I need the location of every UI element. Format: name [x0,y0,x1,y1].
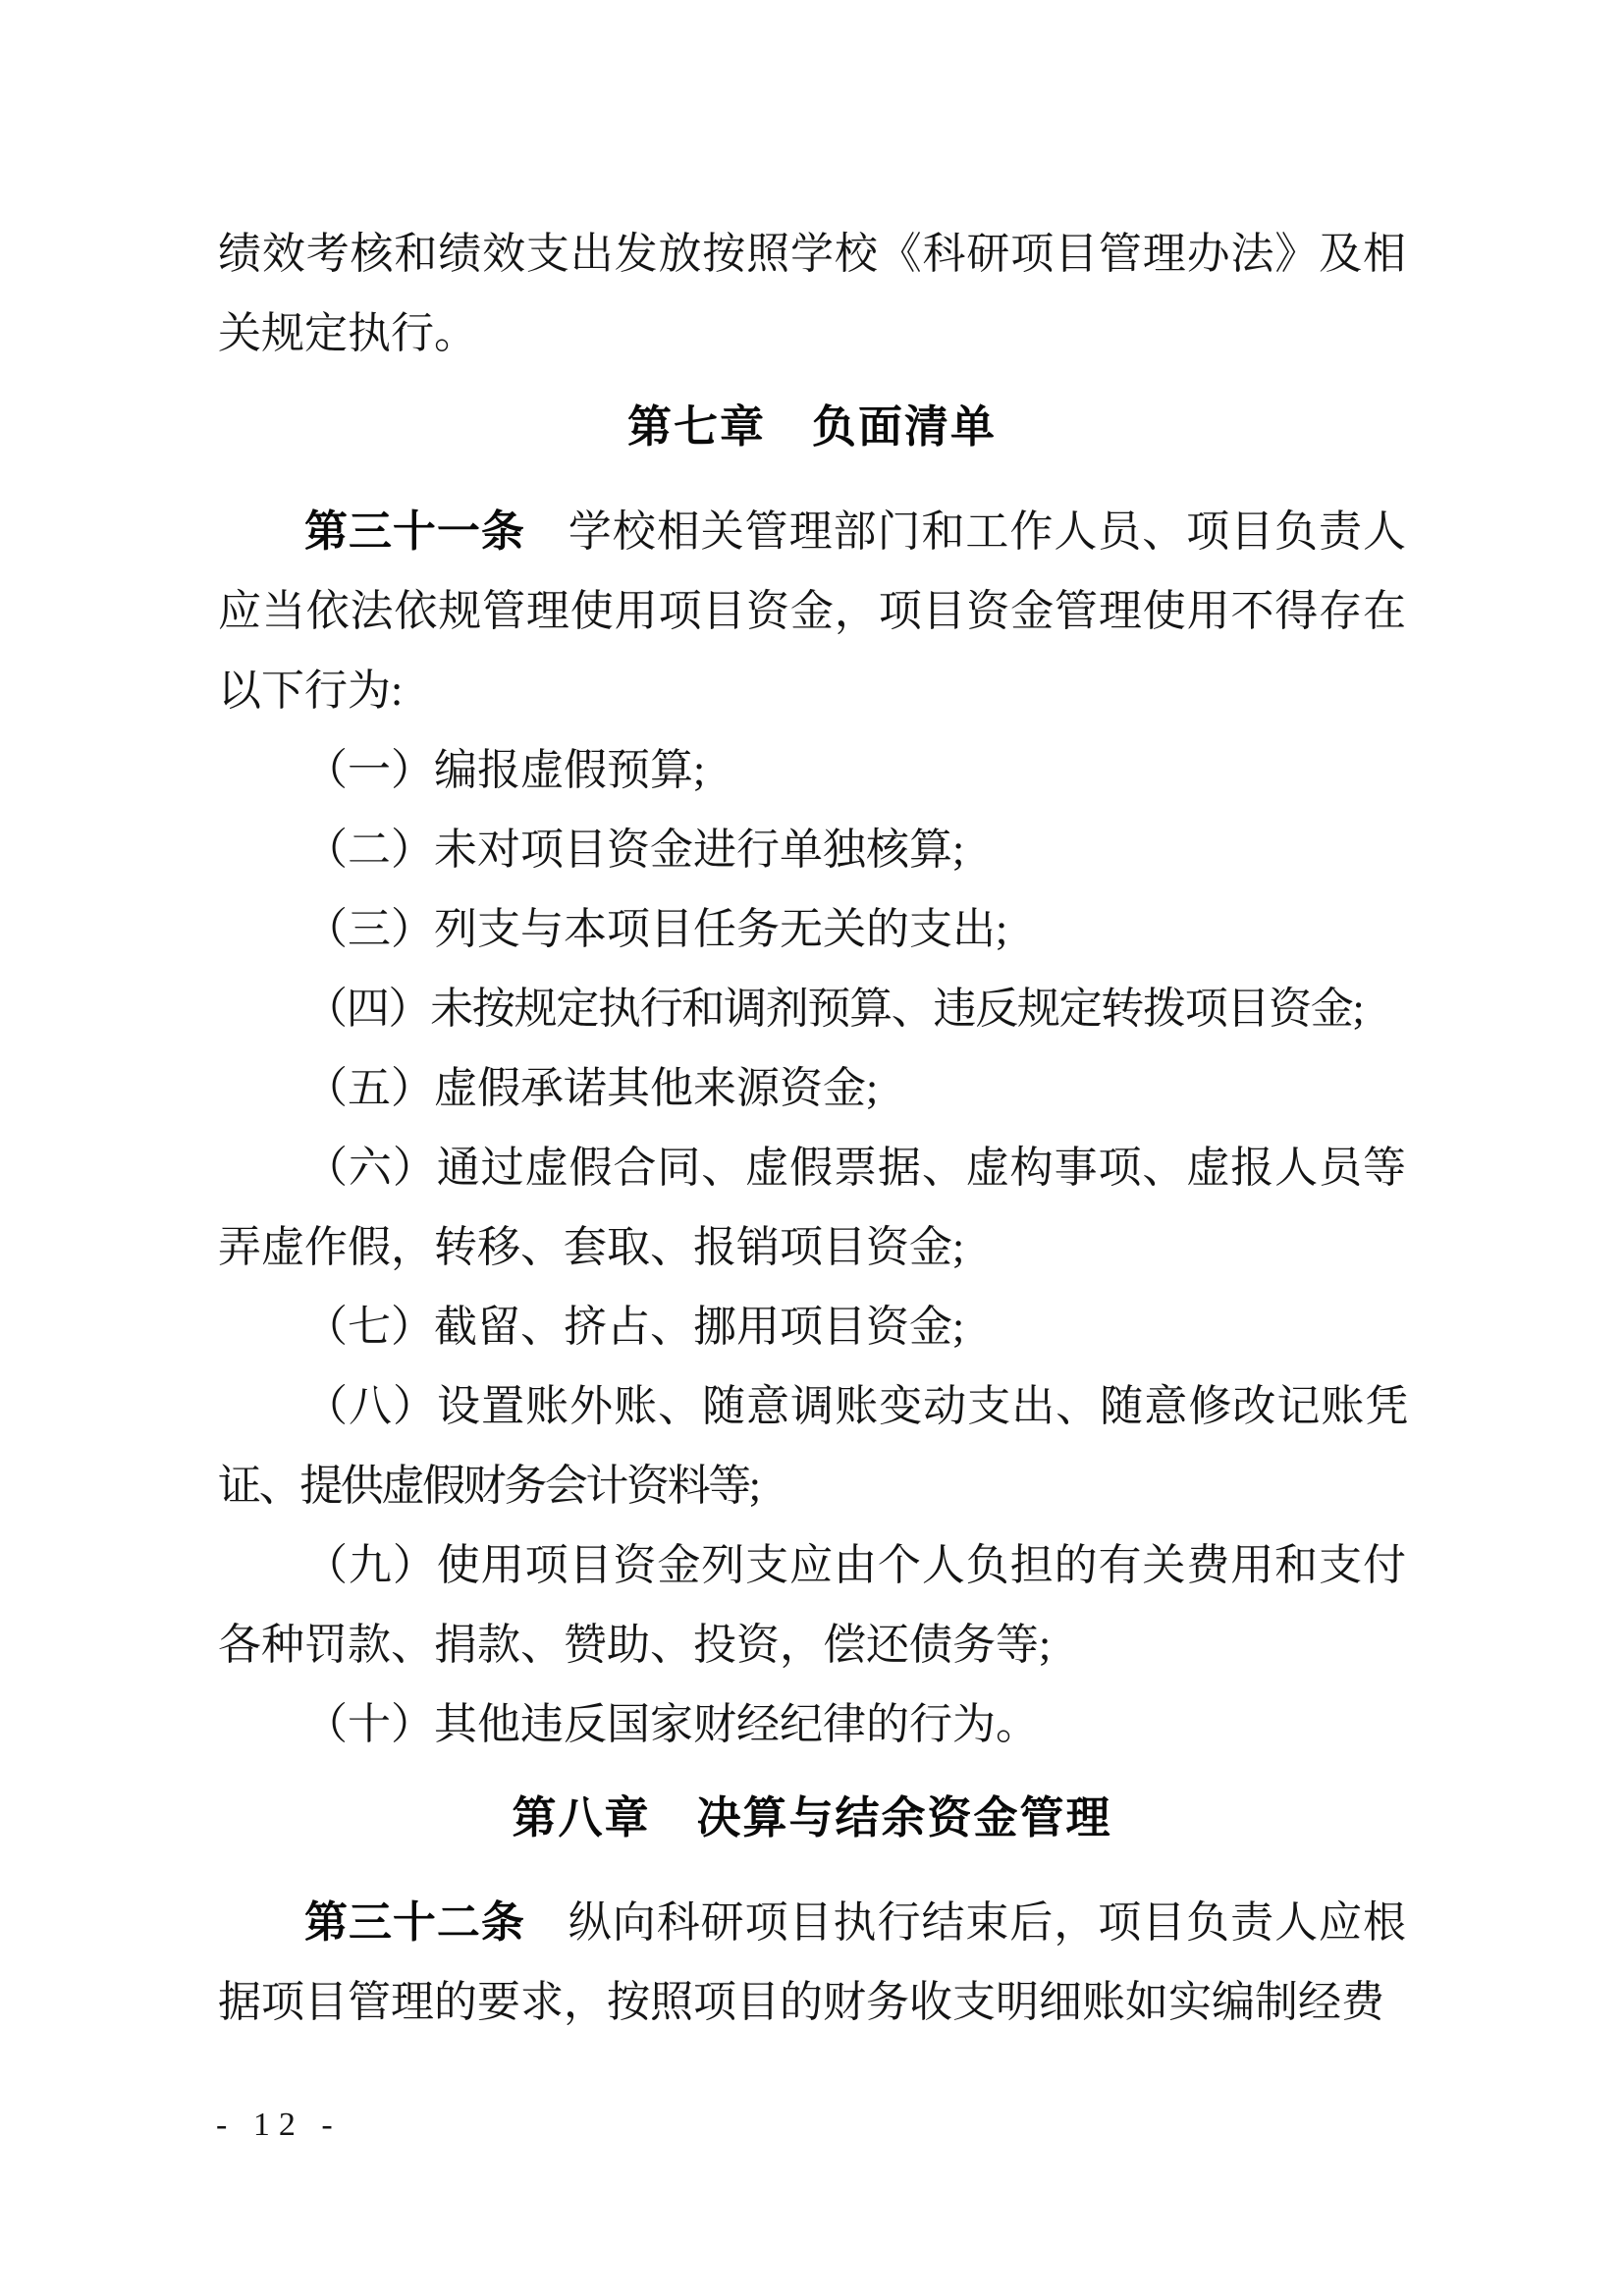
article-31-number: 第三十一条 [304,507,525,556]
list-item: （九）使用项目资金列支应由个人负担的有关费用和支付各种罚款、捐款、赞助、投资，偿还债务等; [218,1541,1406,1669]
list-item: （二）未对项目资金进行单独核算; [304,826,965,874]
list-item: （六）通过虚假合同、虚假票据、虚构事项、虚报人员等弄虚作假，转移、套取、报销项目资金; [218,1144,1406,1271]
list-item: （八）设置账外账、随意调账变动支出、随意修改记账凭证、提供虚假财务会计资料等; [218,1382,1406,1510]
chapter-8-heading: 第八章 决算与结余资金管理 [512,1792,1112,1842]
list-item: （三）列支与本项目任务无关的支出; [304,905,1008,953]
article-31-paragraph [218,492,1406,730]
list-item: （五）虚假承诺其他来源资金; [304,1064,879,1112]
list-item: （一）编报虚假预算; [304,746,706,794]
article-32-number: 第三十二条 [304,1898,525,1947]
article-32-paragraph [218,1883,1406,2042]
article-32-text: 纵向科研项目执行结束后，项目负责人应根据项目管理的要求，按照项目的财务收支明细账如实编制经费 [218,1898,1407,2026]
page-number: - 12 - [216,2107,342,2143]
list-item: （四）未按规定执行和调剂预算、违反规定转拨项目资金; [304,985,1364,1033]
chapter-7-heading: 第七章 负面清单 [626,401,997,452]
article-31-text: 学校相关管理部门和工作人员、项目负责人应当依法依规管理使用项目资金，项目资金管理使用不得存在以下行为: [218,507,1407,715]
list-item: （十）其他违反国家财经纪律的行为。 [304,1700,1039,1748]
list-item: （七）截留、挤占、挪用项目资金; [304,1303,965,1351]
intro-paragraph: 绩效考核和绩效支出发放按照学校《科研项目管理办法》及相关规定执行。 [218,230,1406,357]
